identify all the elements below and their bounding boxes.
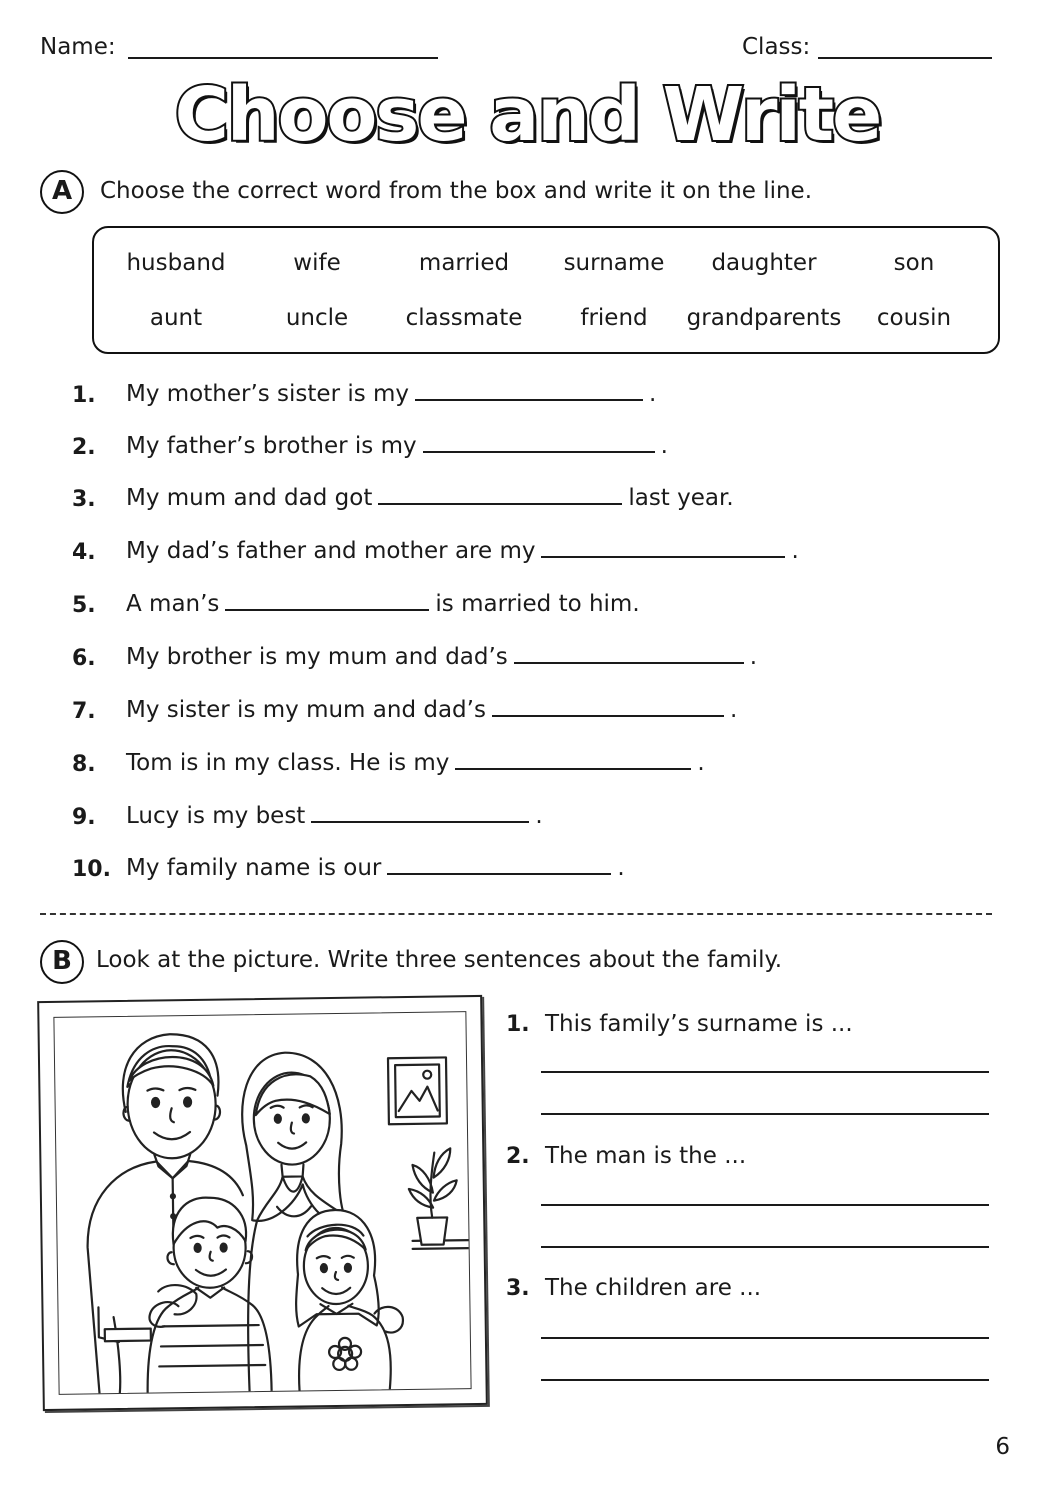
name-field[interactable] bbox=[128, 57, 438, 59]
answer-blank[interactable] bbox=[492, 697, 724, 717]
word-item: aunt bbox=[149, 305, 203, 331]
answer-blank[interactable] bbox=[514, 644, 744, 664]
question-text: My mum and dad got bbox=[126, 485, 373, 511]
answer-line[interactable] bbox=[541, 1071, 989, 1073]
prompt-text: The man is the ... bbox=[545, 1143, 747, 1169]
question-3 bbox=[126, 485, 734, 511]
section-a-instruction: Choose the correct word from the box and write it on the line. bbox=[100, 178, 813, 204]
question-6 bbox=[126, 644, 757, 670]
prompt-text: This family’s surname is ... bbox=[545, 1011, 853, 1037]
question-10 bbox=[126, 855, 625, 881]
section-b-instruction: Look at the picture. Write three sentences about the family. bbox=[96, 947, 783, 973]
answer-blank[interactable] bbox=[387, 855, 611, 875]
question-text: My mother’s sister is my bbox=[126, 381, 410, 407]
word-item: wife bbox=[293, 250, 341, 276]
question-number: 10. bbox=[72, 857, 111, 882]
class-label: Class: bbox=[742, 34, 811, 60]
question-text: My sister is my mum and dad’s bbox=[126, 697, 486, 723]
answer-blank[interactable] bbox=[378, 485, 622, 505]
answer-line[interactable] bbox=[541, 1337, 989, 1339]
word-item: cousin bbox=[876, 305, 952, 331]
question-text-end: . bbox=[697, 750, 705, 776]
word-item: son bbox=[893, 250, 935, 276]
question-text: Tom is in my class. He is my bbox=[126, 750, 450, 776]
question-number: 3. bbox=[72, 487, 96, 512]
question-number: 7. bbox=[72, 699, 96, 724]
word-item: grandparents bbox=[686, 305, 842, 331]
question-number: 4. bbox=[72, 540, 96, 565]
question-number: 2. bbox=[72, 435, 96, 460]
prompt-number: 3. bbox=[506, 1276, 530, 1301]
word-item: married bbox=[418, 250, 510, 276]
question-number: 6. bbox=[72, 646, 96, 671]
answer-blank[interactable] bbox=[541, 538, 785, 558]
question-text-end: . bbox=[729, 697, 738, 723]
question-text: My dad’s father and mother are my bbox=[126, 538, 536, 564]
question-number: 5. bbox=[72, 593, 96, 618]
word-item: classmate bbox=[405, 305, 523, 331]
answer-blank[interactable] bbox=[423, 433, 655, 453]
word-item: husband bbox=[126, 250, 226, 276]
answer-blank[interactable] bbox=[455, 750, 691, 770]
question-8 bbox=[126, 750, 705, 776]
prompt-number: 1. bbox=[506, 1012, 530, 1037]
question-number: 1. bbox=[72, 383, 96, 408]
word-box bbox=[92, 226, 1000, 354]
word-item: friend bbox=[580, 305, 648, 331]
question-number: 8. bbox=[72, 752, 96, 777]
class-field[interactable] bbox=[818, 57, 992, 59]
section-b-marker: B bbox=[40, 940, 84, 984]
section-divider bbox=[40, 913, 992, 915]
question-text: My brother is my mum and dad’s bbox=[126, 644, 508, 670]
prompt-text: The children are ... bbox=[545, 1275, 762, 1301]
answer-blank[interactable] bbox=[415, 381, 643, 401]
question-text-end: . bbox=[749, 644, 758, 670]
prompt-number: 2. bbox=[506, 1144, 530, 1169]
answer-line[interactable] bbox=[541, 1204, 989, 1206]
answer-blank[interactable] bbox=[311, 803, 529, 823]
question-text-end: . bbox=[535, 803, 543, 829]
word-item: daughter bbox=[711, 250, 817, 276]
question-1 bbox=[126, 381, 656, 407]
word-item: uncle bbox=[285, 305, 349, 331]
question-text-end: is married to him. bbox=[435, 591, 640, 617]
answer-line[interactable] bbox=[541, 1246, 989, 1248]
question-5 bbox=[126, 591, 640, 617]
question-number: 9. bbox=[72, 805, 96, 830]
answer-line[interactable] bbox=[541, 1113, 989, 1115]
question-2 bbox=[126, 433, 668, 459]
section-a-marker: A bbox=[40, 170, 84, 214]
page-number: 6 bbox=[995, 1434, 1010, 1460]
question-text-end: . bbox=[791, 538, 799, 564]
question-text: My family name is our bbox=[126, 855, 382, 881]
word-item: surname bbox=[563, 250, 665, 276]
question-text: My father’s brother is my bbox=[126, 433, 417, 459]
answer-line[interactable] bbox=[541, 1379, 989, 1381]
question-text-end: . bbox=[649, 381, 657, 407]
question-text-end: . bbox=[617, 855, 625, 881]
answer-blank[interactable] bbox=[225, 591, 429, 611]
question-7 bbox=[126, 697, 737, 723]
question-text-end: . bbox=[660, 433, 668, 459]
page-title: Choose and Write bbox=[174, 72, 881, 158]
family-picture-inner bbox=[53, 1011, 471, 1395]
name-label: Name: bbox=[40, 34, 116, 60]
family-picture bbox=[37, 995, 488, 1411]
question-text-end: last year. bbox=[628, 485, 734, 511]
question-text: A man’s bbox=[126, 591, 220, 617]
question-4 bbox=[126, 538, 799, 564]
question-9 bbox=[126, 803, 543, 829]
family-illustration bbox=[54, 1012, 471, 1395]
question-text: Lucy is my best bbox=[126, 803, 306, 829]
